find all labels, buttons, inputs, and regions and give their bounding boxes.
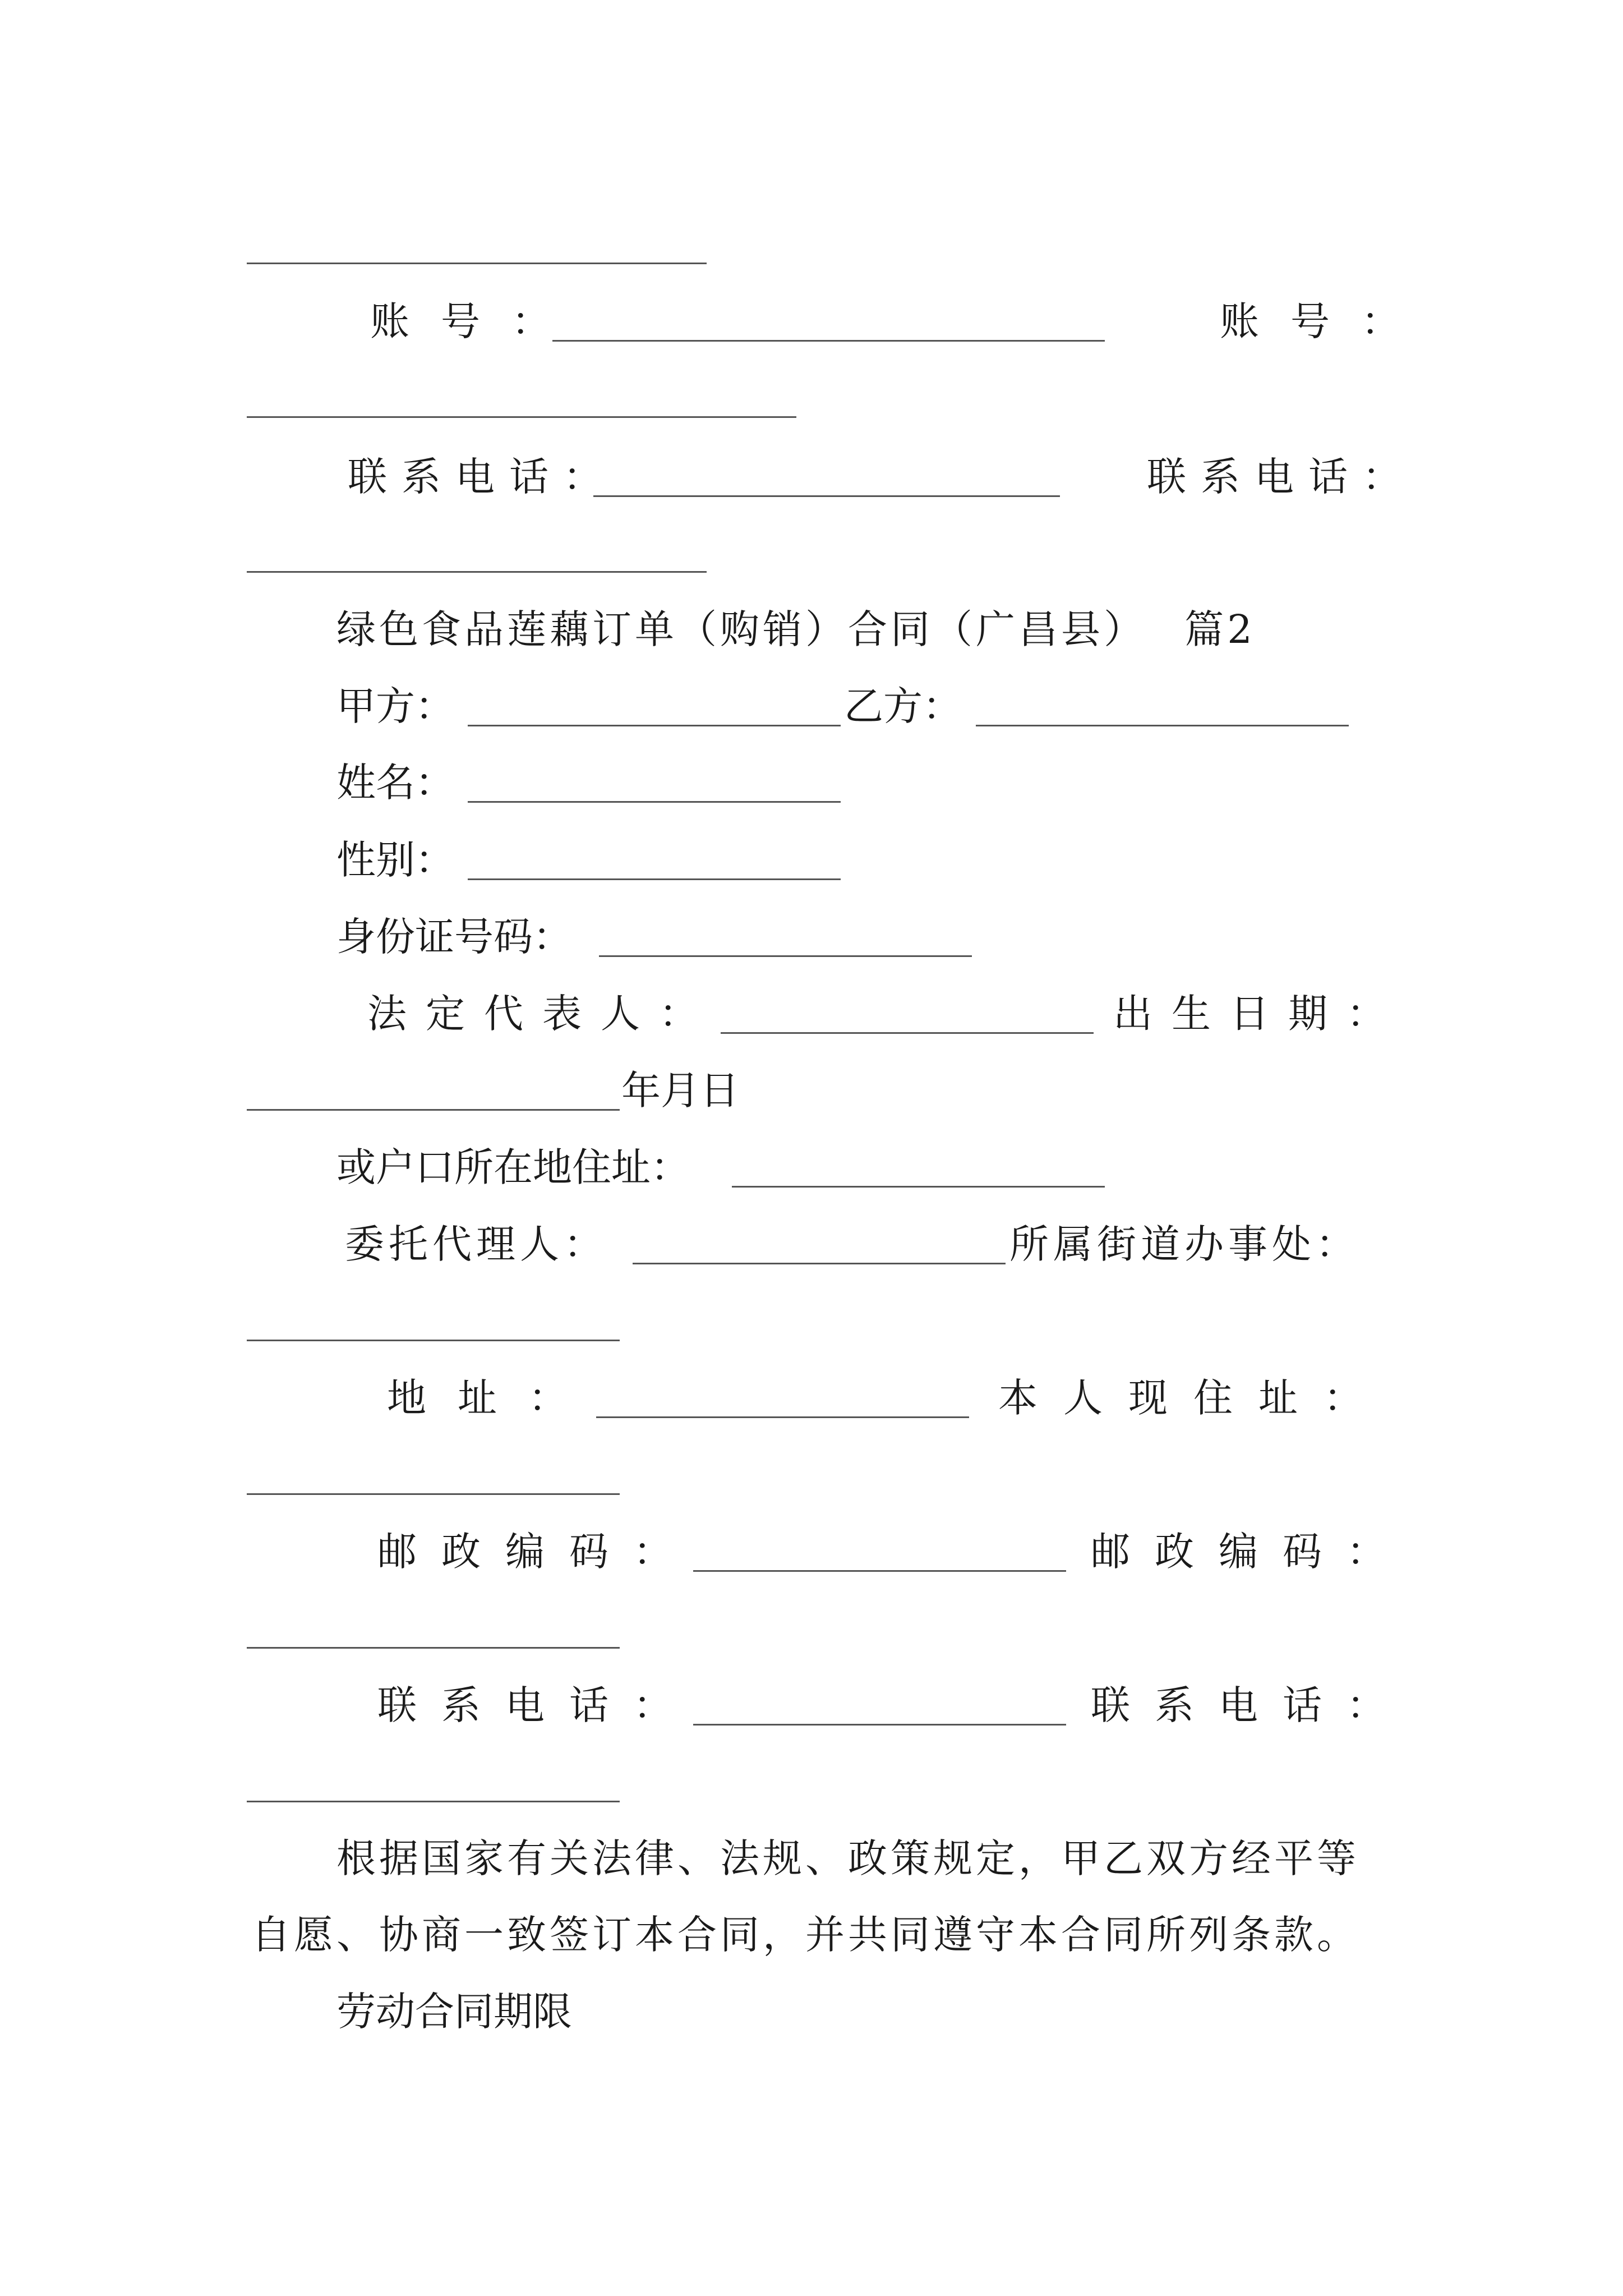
phone-blank-left[interactable]: [593, 495, 1060, 497]
legal-rep-label: 法定代表人：: [367, 991, 717, 1037]
account-blank-left[interactable]: [552, 340, 1105, 342]
contract-part-label: 篇2: [1184, 606, 1256, 652]
date-suffix: 年月日: [621, 1068, 739, 1114]
id-number-blank[interactable]: [599, 955, 972, 957]
name-label: 姓名：: [336, 760, 454, 806]
section-heading: 劳动合同期限: [336, 1989, 572, 2035]
contact-phone-blank-left[interactable]: [693, 1724, 1066, 1726]
party-a-blank[interactable]: [468, 725, 841, 726]
account-label-left: 账号：: [370, 298, 582, 344]
gender-label: 性别：: [336, 837, 454, 883]
current-address-label: 本人现住址：: [998, 1375, 1389, 1421]
contract-title-text: 绿色食品莲藕订单（购销）合同（广昌县）: [336, 606, 1146, 652]
blank-line: [247, 263, 707, 264]
agent-blank[interactable]: [633, 1263, 1006, 1264]
party-b-blank[interactable]: [976, 725, 1349, 726]
id-number-label: 身份证号码：: [336, 914, 572, 960]
birth-date-blank[interactable]: [247, 1109, 620, 1111]
name-blank[interactable]: [468, 801, 841, 803]
account-blank-right[interactable]: [247, 416, 796, 418]
paragraph-line-1: 根据国家有关法律、法规、政策规定，甲乙双方经平等: [336, 1835, 1359, 1881]
paragraph-line-2: 自愿、协商一致签订本合同，并共同遵守本合同所列条款。: [251, 1912, 1359, 1958]
address-label: 地址：: [387, 1375, 599, 1421]
contact-phone-label-left: 联系电话：: [377, 1682, 697, 1728]
legal-rep-blank[interactable]: [721, 1032, 1094, 1034]
postal-blank-left[interactable]: [693, 1570, 1066, 1572]
postal-blank-right[interactable]: [247, 1647, 620, 1649]
phone-label-left: 联系电话：: [348, 454, 617, 500]
account-label-right: 账号：: [1220, 298, 1432, 344]
gender-blank[interactable]: [468, 878, 841, 880]
contract-title: [336, 604, 1256, 655]
street-office-blank[interactable]: [247, 1340, 620, 1341]
address-blank[interactable]: [596, 1416, 969, 1418]
party-b-label: 乙方：: [844, 683, 962, 729]
household-address-label: 或户口所在地住址：: [336, 1144, 690, 1190]
agent-label: 委托代理人：: [345, 1221, 607, 1267]
street-office-label: 所属街道办事处：: [1009, 1221, 1359, 1267]
contact-phone-blank-right[interactable]: [247, 1801, 620, 1802]
party-a-label: 甲方：: [336, 683, 454, 729]
postal-label-left: 邮政编码：: [377, 1529, 697, 1575]
birth-date-label: 出生日期：: [1113, 991, 1405, 1037]
contact-phone-label-right: 联系电话：: [1091, 1682, 1410, 1728]
phone-blank-right[interactable]: [247, 571, 707, 573]
household-address-blank[interactable]: [732, 1186, 1105, 1188]
current-address-blank[interactable]: [247, 1493, 620, 1495]
postal-label-right: 邮政编码：: [1091, 1529, 1410, 1575]
phone-label-right: 联系电话：: [1147, 454, 1416, 500]
